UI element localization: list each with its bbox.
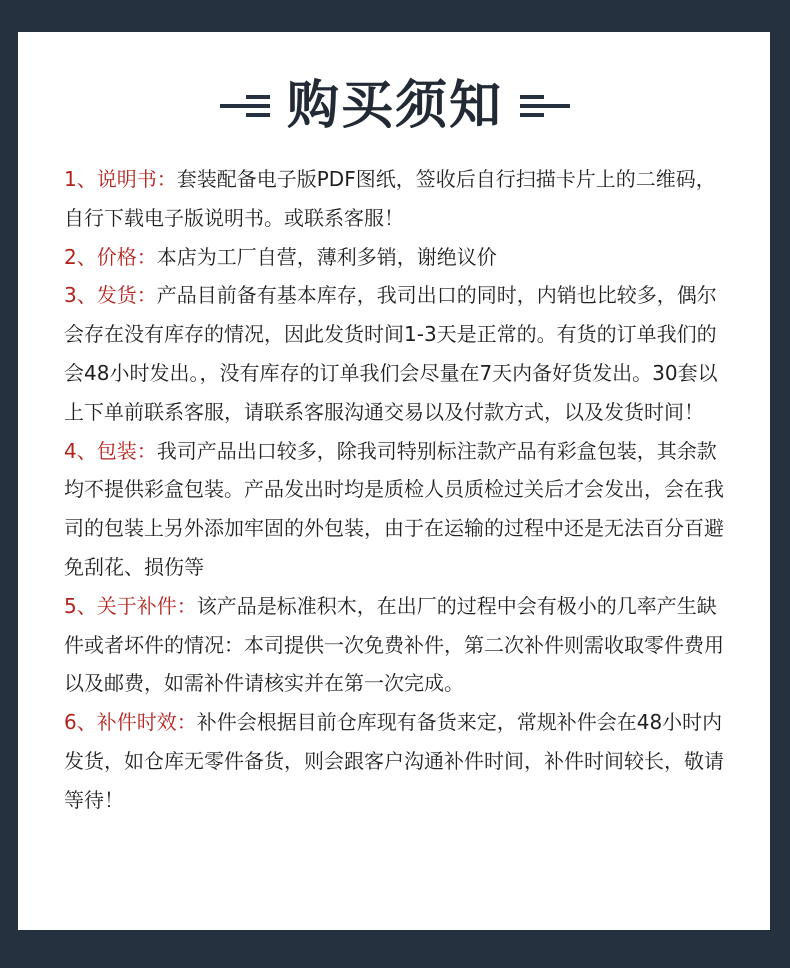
notice-label: 1、说明书：: [64, 167, 177, 191]
notice-list: [64, 160, 732, 820]
notice-text: 我司产品出口较多，除我司特别标注款产品有彩盒包装，其余款均不提供彩盒包装。产品发出时均是质检人员质检过关后才会发出，会在我司的包装上另外添加牢固的外包装，由于在运输的过程中还是无法百分百避免刮花、损伤等: [64, 438, 724, 579]
page-title: 购买须知: [286, 76, 503, 136]
notice-item-shipping: [64, 276, 732, 431]
notice-item-manual: [64, 160, 732, 238]
notice-text: 该产品是标准积木，在出厂的过程中会有极小的几率产生缺件或者坏件的情况：本司提供一次免费补件，第二次补件则需收取零件费用以及邮费，如需补件请核实并在第一次完成。: [64, 593, 724, 696]
notice-item-packaging: [64, 432, 732, 587]
title-row: [0, 76, 790, 136]
notice-text: 本店为工厂自营，薄利多销，谢绝议价: [156, 244, 497, 269]
notice-label: 4、包装：: [64, 438, 157, 463]
title-decoration-right: [520, 93, 570, 119]
notice-text: 产品目前备有基本库存，我司出口的同时，内销也比较多，偶尔会存在没有库存的情况，因此发货时间1-3天是正常的。有货的订单我们的会48小时发出。，没有库存的订单我们会尽量在7天内备好货发出。30套以上下单前联系客服，请联系客服沟通交易以及付款方式，以及发货时间！: [64, 283, 718, 424]
notice-item-replacement-time: [64, 703, 732, 819]
notice-label: 3、发货：: [64, 283, 157, 308]
notice-label: 5、关于补件：: [64, 593, 197, 618]
notice-text: 补件会根据目前仓库现有备货来定，常规补件会在48小时内发货，如仓库无零件备货，则会跟客户沟通补件时间，补件时间较长，敬请等待！: [64, 710, 724, 812]
notice-item-replacement: [64, 587, 732, 703]
notice-text: 套装配备电子版PDF图纸，签收后自行扫描卡片上的二维码，自行下载电子版说明书。或联系客服！: [64, 167, 716, 230]
notice-label: 6、补件时效：: [64, 710, 197, 735]
notice-label: 2、价格：: [64, 244, 157, 269]
notice-item-price: [64, 238, 732, 277]
title-decoration-left: [220, 93, 270, 119]
